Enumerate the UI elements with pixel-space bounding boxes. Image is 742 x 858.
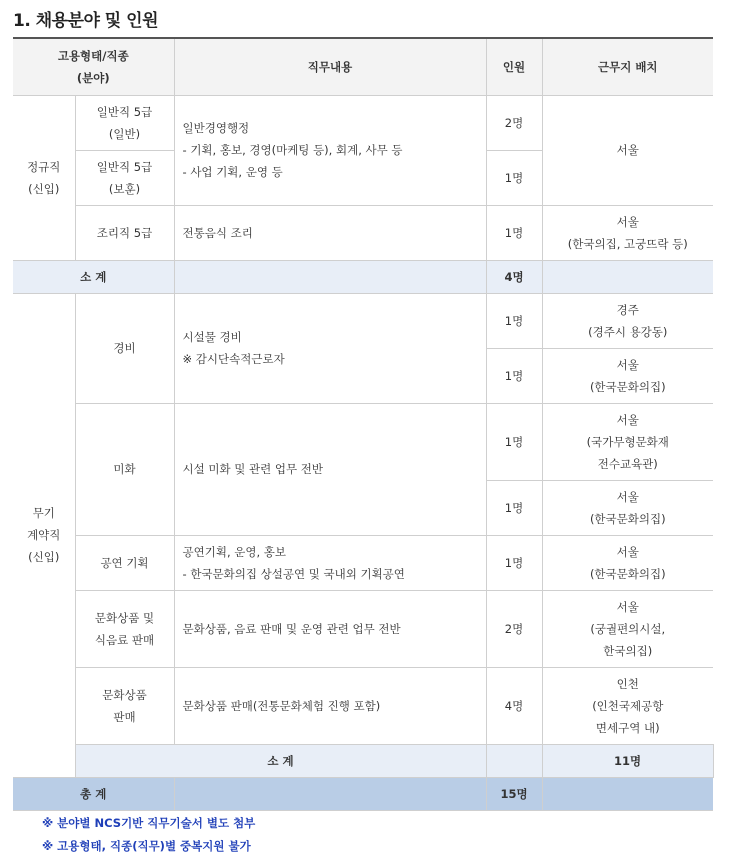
location-cell: 서울 (542, 95, 713, 205)
recruitment-table (13, 37, 713, 811)
subtotal-row (13, 744, 713, 777)
header-employment-type: 고용형태/직종 (분야) (13, 38, 174, 95)
duty-cell: 문화상품, 음료 판매 및 운영 관련 업무 전반 (174, 590, 486, 667)
count-cell: 1명 (486, 150, 542, 205)
location-cell: 서울 (한국의집, 고궁뜨락 등) (542, 205, 713, 260)
job-cell: 문화상품 판매 (75, 667, 174, 744)
job-cell: 문화상품 및 식음료 판매 (75, 590, 174, 667)
subtotal-empty-cell (486, 744, 542, 777)
duty-cell: 전통음식 조리 (174, 205, 486, 260)
location-cell: 서울 (국가무형문화재 전수교육관) (542, 403, 713, 480)
subtotal-row (13, 260, 713, 293)
section-title: 1. 채용분야 및 인원 (13, 11, 158, 31)
table-row (13, 293, 713, 348)
count-cell: 1명 (486, 205, 542, 260)
table-row (13, 667, 713, 744)
location-cell: 서울 (한국문화의집) (542, 535, 713, 590)
subtotal-empty-cell (542, 260, 713, 293)
count-cell: 4명 (486, 667, 542, 744)
count-cell: 1명 (486, 293, 542, 348)
location-cell: 서울 (궁궐편의시설, 한국의집) (542, 590, 713, 667)
table-row (13, 403, 713, 480)
duty-cell: 시설 미화 및 관련 업무 전반 (174, 403, 486, 535)
header-location: 근무지 배치 (542, 38, 713, 95)
subtotal-count: 11명 (542, 744, 713, 777)
total-empty-cell (174, 777, 486, 810)
job-cell: 일반직 5급 (보훈) (75, 150, 174, 205)
job-cell: 공연 기획 (75, 535, 174, 590)
table-row (13, 205, 713, 260)
location-cell: 경주 (경주시 용강동) (542, 293, 713, 348)
contract-type-cell: 무기 계약직 (신입) (13, 293, 75, 777)
table-row (13, 535, 713, 590)
location-cell: 인천 (인천국제공항 면세구역 내) (542, 667, 713, 744)
count-cell: 1명 (486, 348, 542, 403)
note-no-duplicate-application: ※ 고용형태, 직종(직무)별 중복지원 불가 (42, 839, 251, 853)
total-empty-cell (542, 777, 713, 810)
subtotal-label: 소 계 (75, 744, 486, 777)
job-cell: 미화 (75, 403, 174, 535)
table-header-row (13, 38, 713, 95)
total-row (13, 777, 713, 810)
total-label: 총 계 (13, 777, 174, 810)
location-cell: 서울 (한국문화의집) (542, 348, 713, 403)
duty-cell: 일반경영행정 - 기획, 홍보, 경영(마케팅 등), 회계, 사무 등 - 사업 기획, 운영 등 (174, 95, 486, 205)
total-count: 15명 (486, 777, 542, 810)
subtotal-count: 4명 (486, 260, 542, 293)
note-ncs-attachment: ※ 분야별 NCS기반 직무기술서 별도 첨부 (42, 816, 256, 830)
count-cell: 2명 (486, 95, 542, 150)
header-duty: 직무내용 (174, 38, 486, 95)
regular-type-cell: 정규직 (신입) (13, 95, 75, 260)
table-row (13, 590, 713, 667)
subtotal-label: 소 계 (13, 260, 174, 293)
subtotal-empty-cell (174, 260, 486, 293)
duty-cell: 공연기획, 운영, 홍보 - 한국문화의집 상설공연 및 국내외 기획공연 (174, 535, 486, 590)
count-cell: 1명 (486, 403, 542, 480)
location-cell: 서울 (한국문화의집) (542, 480, 713, 535)
job-cell: 경비 (75, 293, 174, 403)
duty-cell: 시설물 경비 ※ 감시단속적근로자 (174, 293, 486, 403)
duty-cell: 문화상품 판매(전통문화체험 진행 포함) (174, 667, 486, 744)
job-cell: 일반직 5급 (일반) (75, 95, 174, 150)
notes (42, 812, 255, 858)
count-cell: 1명 (486, 480, 542, 535)
count-cell: 2명 (486, 590, 542, 667)
table-row (13, 95, 713, 150)
count-cell: 1명 (486, 535, 542, 590)
job-cell: 조리직 5급 (75, 205, 174, 260)
header-count: 인원 (486, 38, 542, 95)
